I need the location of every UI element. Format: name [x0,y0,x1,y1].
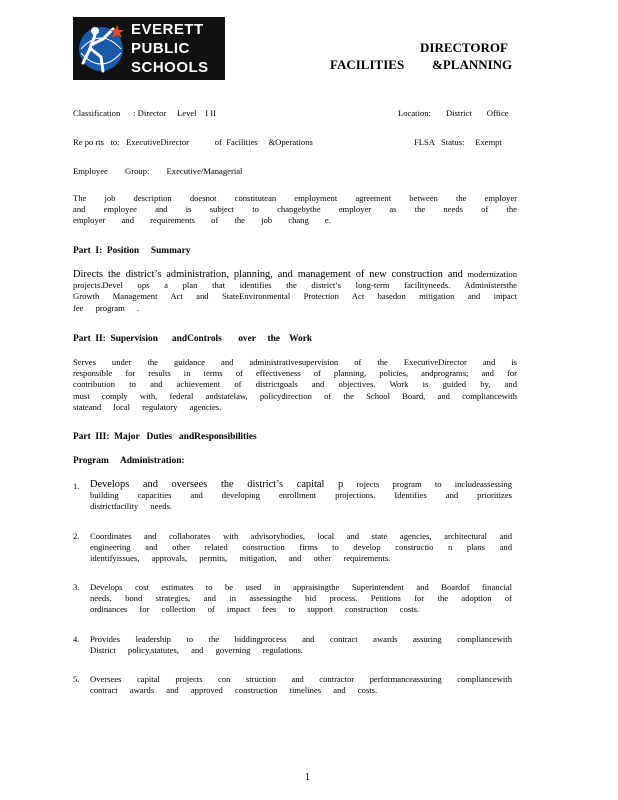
part1-lead: Directs the district’s administration, planning, and management of new construction and [73,269,463,280]
part1-rest: modernization projects.Devel ops a plan that identifies the district’s long-term facilityneeds. Administersthe Growth Management Act and StateEnvironmental Protection Act basedon mitigation and impact fee program . [73,269,518,313]
program-admin-heading: Program Administration: [73,456,185,466]
location: Location: District Office [398,108,509,118]
item-1-number: 1. [73,481,80,491]
item-2: Coordinates and collaborates with advisorybodies, local and state agencies, architectural and engineering and other related construction firms to develop constructio n plans and identifyissues, approvals, permits, mitigation, and other requirements. [90,531,512,564]
title-facilities: FACILITIES [330,57,405,72]
part2-heading: Part II: Supervision andControls over the Work [73,334,313,344]
part3-heading: Part III: Major Duties andResponsibilities [73,432,257,442]
item-3-number: 3. [73,582,80,592]
item-5-number: 5. [73,674,80,684]
item-3: Develops cost estimates to be used in appraisingthe Superintendent and Boardof financial needs, bond strategies, and in assessingthe bid process. Petitions for the adoption of ordinances for collection of impact fees to support construction costs. [90,582,512,615]
flsa-status: FLSA Status: Exempt [414,137,502,147]
district-logo [73,17,225,80]
logo-line-everett: EVERETT [131,21,204,38]
title-line-1: DIRECTOROF [420,40,508,55]
page-number: 1 [305,772,310,783]
employee-group: Employee Group: Executive/Managerial [73,166,243,176]
disclaimer: The job description doesnot constitutean employment agreement between the employer and employee and is subject to changebythe employer as the needs of the employer and requirements of the job chang e. [73,193,517,226]
item-4-number: 4. [73,634,80,644]
item-1-lead: Develops and oversees the district’s capital p [90,479,344,490]
item-4: Provides leadership to the biddingprocess and contract awards assuring compliancewith District policy,statutes, and governing regulations. [90,634,512,656]
item-1 [90,479,512,513]
classification: Classification : Director Level I II [73,108,216,118]
title-planning: &PLANNING [432,57,513,72]
item-5: Oversees capital projects con struction and contractor performanceassuring compliancewith contract awards and approved construction timelines and costs. [90,674,512,696]
logo-line-public: PUBLIC [131,40,190,57]
logo-line-schools: SCHOOLS [131,59,209,76]
part1-summary [73,269,517,314]
part2-text: Serves under the guidance and administrativesupervision of the ExecutiveDirector and is responsible for results in terms of effectiveness of planning, policies, andprograms; and for contribution to and achievement of districtgoals and objectives. Work is guided by, and must comply with, federal andstatelaw, policydirection of the School Board, and compliancewith stateand local regulatory agencies. [73,357,517,412]
item-2-number: 2. [73,531,80,541]
item-1-rest: rojects program to includeassessing building capacities and developing enrollment projections. Identifies and prioritizes districtfacility needs. [90,479,512,512]
reports-to: Re po rts to: ExecutiveDirector of Facilities &Operations [73,137,313,147]
part1-heading: Part I: Position Summary [73,246,191,256]
